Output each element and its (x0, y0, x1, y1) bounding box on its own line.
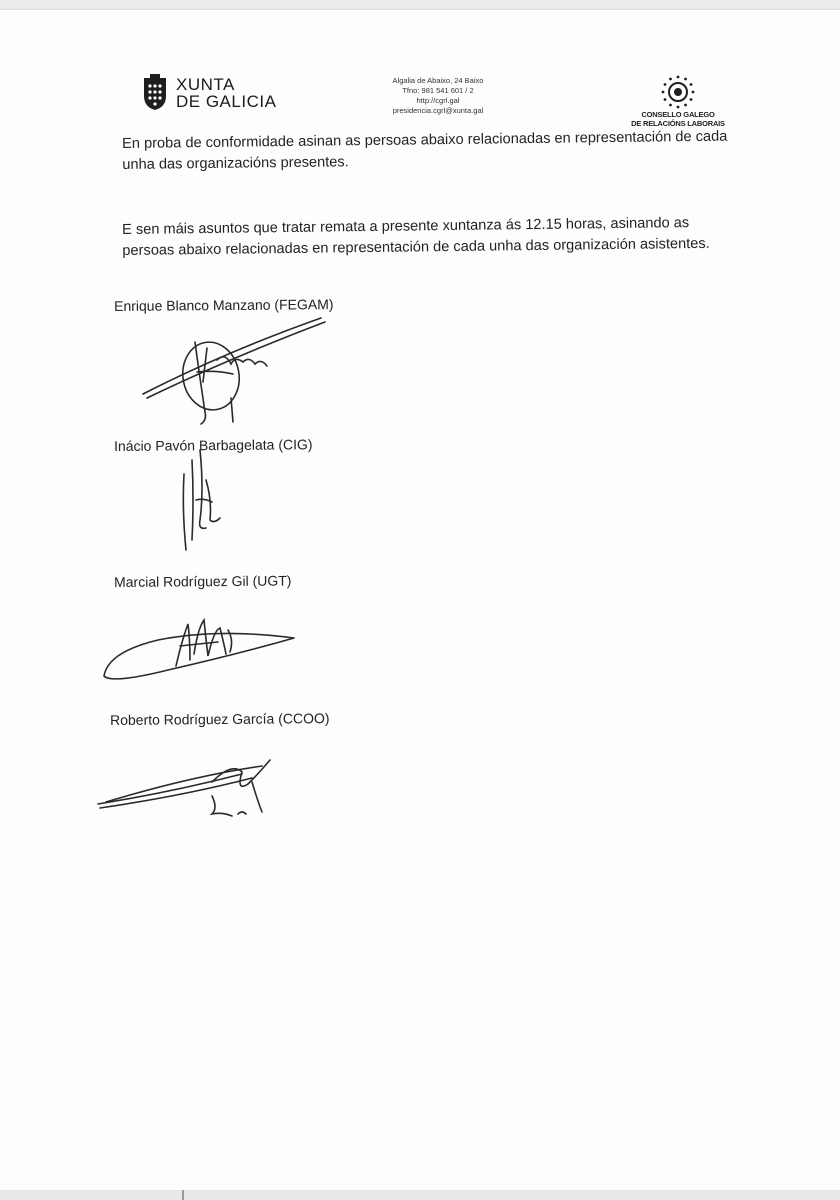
cgrl-emblem-icon (660, 74, 696, 110)
address-line: Algalia de Abaixo, 24 Baixo (392, 76, 484, 85)
page-bottom-edge (0, 1190, 840, 1200)
galicia-shield-icon (140, 74, 170, 112)
signature-fegam (135, 312, 335, 432)
xunta-de-galicia-logo (140, 66, 280, 116)
signatory-name-cig: Inácio Pavón Barbagelata (CIG) (114, 436, 313, 454)
email-line: presidencia.cgrl@xunta.gal (392, 106, 484, 115)
logo-line-galicia: DE GALICIA (176, 92, 277, 111)
scroll-marker (182, 1190, 184, 1200)
signature-cig (170, 440, 230, 560)
cgrl-line2: DE RELACIÓNS LABORAIS (631, 119, 725, 128)
signature-ccoo (92, 752, 292, 832)
phone-line: Tfno: 981 541 601 / 2 (402, 86, 474, 95)
signatory-name-ugt: Marcial Rodríguez Gil (UGT) (114, 572, 292, 590)
logo-line-xunta: XUNTA (176, 75, 235, 94)
closing-paragraph: E sen máis asuntos que tratar remata a presente xuntanza ás 12.15 horas, asinando as persoas abaixo relacionadas en representación de cada unha das organización asistentes. (122, 215, 710, 259)
website-line: http://cgrl.gal (416, 96, 460, 105)
consello-galego-logo (628, 74, 728, 134)
signatory-name-fegam: Enrique Blanco Manzano (FEGAM) (114, 296, 334, 314)
conformity-paragraph: En proba de conformidade asinan as persoas abaixo relacionadas en representación de cada unha das organizacións presentes. (122, 128, 728, 173)
signature-ugt (98, 600, 308, 690)
signatory-name-ccoo: Roberto Rodríguez García (CCOO) (110, 710, 330, 728)
cgrl-line1: CONSELLO GALEGO (641, 110, 715, 119)
address-block (368, 76, 508, 116)
